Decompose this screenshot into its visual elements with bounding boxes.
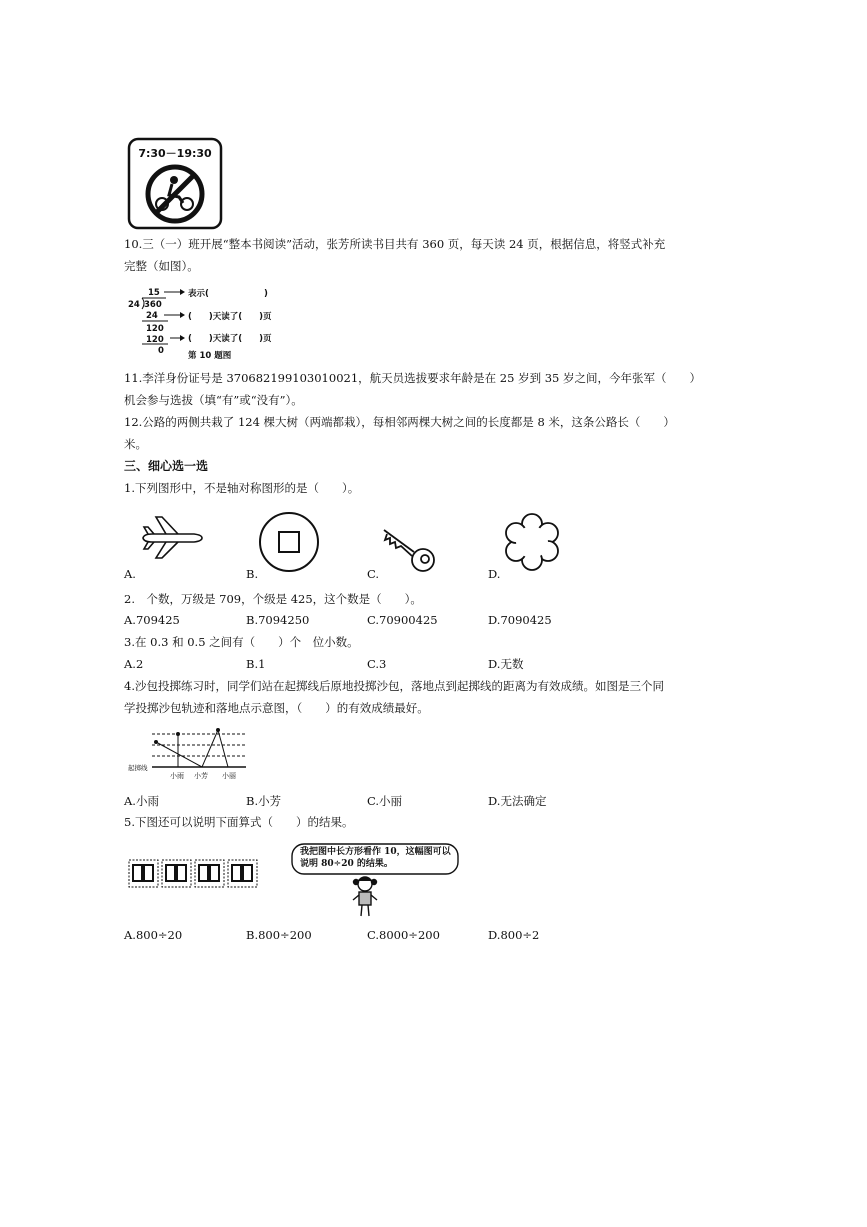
rectangle-groups — [128, 858, 260, 890]
s1-option-c[interactable]: C. — [367, 567, 380, 581]
coin-icon — [257, 510, 321, 574]
s4-option-a[interactable]: A.小雨 — [124, 794, 159, 808]
s2-option-a[interactable]: A.709425 — [124, 613, 180, 627]
s5-option-c[interactable]: C.8000÷200 — [367, 928, 440, 942]
dividend: 360 — [144, 300, 162, 310]
label-days-1: ( )天读了( )页 — [188, 312, 272, 322]
bubble-line1: 我把图中长方形看作 10，这幅图可以 — [300, 847, 451, 857]
s1-option-b[interactable]: B. — [246, 567, 259, 581]
sign-time: 7:30－19:30 — [138, 147, 212, 160]
s3-option-a[interactable]: A.2 — [124, 657, 144, 671]
q12-line1: 12.公路的两侧共栽了 124 棵大树（两端都栽），每相邻两棵大树之间的长度都是 8 米，这条公路长（ ） — [124, 415, 675, 429]
s4-option-c[interactable]: C.小丽 — [367, 794, 403, 808]
s3-option-d[interactable]: D.无数 — [488, 657, 524, 671]
s1-option-d[interactable]: D. — [488, 567, 501, 581]
row-0: 0 — [158, 346, 164, 356]
s1-option-a[interactable]: A. — [124, 567, 136, 581]
quotient: 15 — [148, 288, 160, 298]
row-120b: 120 — [146, 335, 164, 345]
s5-option-b[interactable]: B.800÷200 — [246, 928, 312, 942]
flower-icon — [502, 512, 562, 572]
s5-question: 5.下图还可以说明下面算式（ ）的结果。 — [124, 815, 354, 829]
s3-option-c[interactable]: C.3 — [367, 657, 387, 671]
key-icon — [380, 524, 438, 576]
row-120a: 120 — [146, 324, 164, 334]
s2-question: 2. 个数，万级是 709，个级是 425，这个数是（ ）。 — [124, 592, 422, 606]
name-xiaoyu: 小雨 — [170, 772, 184, 780]
start-line-label: 起掷线 — [128, 764, 148, 772]
name-xiaoli: 小丽 — [222, 772, 236, 780]
divisor: 24 — [128, 300, 140, 310]
child-figure — [348, 874, 382, 920]
s2-option-c[interactable]: C.70900425 — [367, 613, 438, 627]
section-title: 三、细心选一选 — [124, 459, 209, 473]
bubble-line2: 说明 80÷20 的结果。 — [300, 859, 393, 869]
s3-option-b[interactable]: B.1 — [246, 657, 266, 671]
s3-question: 3.在 0.3 和 0.5 之间有（ ）个 位小数。 — [124, 635, 359, 649]
q10-line2: 完整（如图）。 — [124, 259, 199, 273]
label-represents: 表示( — [188, 289, 209, 299]
q10-line1: 10.三（一）班开展“整本书阅读”活动，张芳所读书目共有 360 页，每天读 24 页，根据信息，将竖式补充 — [124, 237, 666, 251]
q12-line2: 米。 — [124, 437, 147, 451]
name-xiaofang: 小芳 — [194, 772, 208, 780]
s5-option-a[interactable]: A.800÷20 — [124, 928, 183, 942]
no-cycling-sign — [127, 137, 223, 230]
q11-line1: 11.李洋身份证号是 370682199103010021，航天员选拔要求年龄是在 25 岁到 35 岁之间，今年张军（ ） — [124, 371, 702, 385]
s5-option-d[interactable]: D.800÷2 — [488, 928, 540, 942]
s4-option-d[interactable]: D.无法确定 — [488, 794, 547, 808]
figure-caption: 第 10 题图 — [188, 351, 232, 361]
s4-line2: 学投掷沙包轨迹和落地点示意图，（ ）的有效成绩最好。 — [124, 701, 429, 715]
s4-line1: 4.沙包投掷练习时，同学们站在起掷线后原地投掷沙包，落地点到起掷线的距离为有效成绩。如图是三个同 — [124, 679, 664, 693]
s1-question: 1.下列图形中，不是轴对称图形的是（ ）。 — [124, 481, 360, 495]
throw-diagram — [128, 728, 250, 782]
s2-option-d[interactable]: D.7090425 — [488, 613, 552, 627]
q11-line2: 机会参与选拔（填“有”或“没有”）。 — [124, 393, 303, 407]
airplane-icon — [140, 514, 204, 560]
row-24: 24 — [146, 311, 158, 321]
s2-option-b[interactable]: B.7094250 — [246, 613, 310, 627]
s4-option-b[interactable]: B.小芳 — [246, 794, 282, 808]
label-represents-end: ) — [264, 289, 268, 299]
long-division-figure — [126, 285, 286, 363]
label-days-2: ( )天读了( )页 — [188, 334, 272, 344]
